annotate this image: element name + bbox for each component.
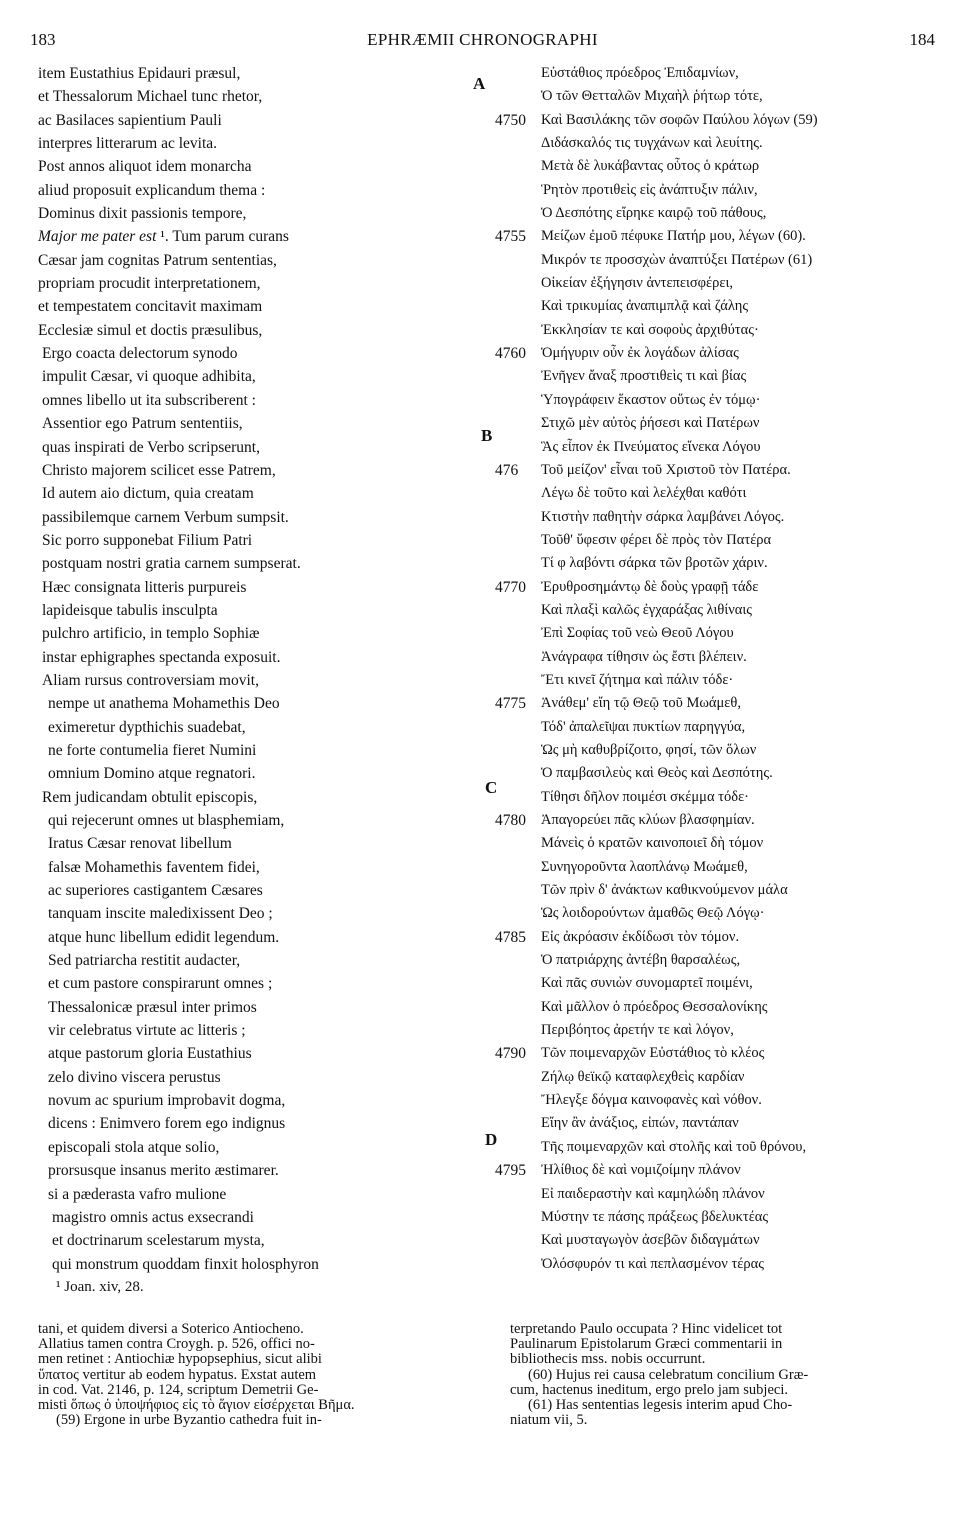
greek-verse: Κτιστὴν παθητὴν σάρκα λαμβάνει Λόγος. [541, 508, 785, 525]
latin-line: quas inspirati de Verbo scripserunt, [42, 438, 260, 456]
greek-line [487, 762, 937, 785]
latin-line: Hæc consignata litteris purpureis [42, 578, 247, 596]
greek-verse: Καὶ Βασιλάκης τῶν σοφῶν Παύλου λόγων (59) [541, 111, 818, 128]
greek-verse: Εἰς ἀκρόασιν ἐκδίδωσι τὸν τόμον. [541, 928, 740, 945]
greek-verse: Ὁ Δεσπότης εἴρηκε καιρῷ τοῦ πάθους, [541, 205, 767, 222]
greek-line [487, 972, 937, 995]
greek-line [487, 926, 937, 949]
latin-line: instar ephigraphes spectanda exposuit. [42, 648, 281, 666]
greek-verse: Τόδ' ἀπαλεῖψαι πυκτίων παρηγγύα, [541, 718, 746, 735]
line-number: 4750 [495, 111, 526, 129]
greek-line [487, 109, 937, 132]
note-line: niatum vii, 5. [510, 1412, 588, 1429]
notes-right-column [510, 1322, 942, 1428]
greek-verse: Ὀλόσφυρόν τι καὶ πεπλασμένον τέρας [541, 1255, 764, 1272]
note-line: cum, hactenus ineditum, ergo prelo jam subjeci. [510, 1381, 788, 1398]
latin-column [38, 62, 468, 1276]
latin-line: falsæ Mohamethis faventem fidei, [48, 858, 260, 876]
greek-line [487, 809, 937, 832]
greek-verse: Λέγω δὲ τοῦτο καὶ λελέχθαι καθότι [541, 485, 747, 502]
latin-line: Id autem aio dictum, quia creatam [42, 485, 254, 503]
greek-line [487, 1066, 937, 1089]
note-line: (61) Has sententias legesis interim apud Cho- [528, 1397, 793, 1414]
greek-verse: Καὶ πλαξὶ καλῶς ἐγχαράξας λιθίναις [541, 601, 753, 618]
latin-line: et doctrinarum scelestarum mysta, [52, 1232, 265, 1250]
greek-verse: Τῶν πρὶν δ' ἀνάκτων καθικνούμενον μάλα [541, 882, 788, 899]
greek-verse: Ἀνάθεμ' εἴη τῷ Θεῷ τοῦ Μωάμεθ, [541, 695, 741, 712]
greek-line [487, 272, 937, 295]
greek-line [487, 739, 937, 762]
greek-verse: Ἐκκλησίαν τε καὶ σοφοὺς ἀρχιθύτας· [541, 321, 759, 338]
note-line: (60) Hujus rei causa celebratum concilium Græ- [528, 1366, 809, 1383]
greek-verse: Ἠλίθιος δὲ καὶ νομιζοίμην πλάνον [541, 1162, 741, 1179]
greek-line [487, 529, 937, 552]
note-line: men retinet : Antiochiæ hypopsephius, sicut alibi [38, 1351, 322, 1368]
greek-line [487, 669, 937, 692]
greek-verse: Ῥητὸν προτιθεὶς εἰς ἀνάπτυξιν πάλιν, [541, 181, 758, 198]
greek-verse: Συνηγοροῦντα λαοπλάνῳ Μωάμεθ, [541, 858, 748, 875]
latin-line: omnium Domino atque regnatori. [48, 765, 256, 783]
note-line: bibliothecis mss. nobis occurrunt. [510, 1351, 706, 1368]
greek-line [487, 879, 937, 902]
greek-verse: Καὶ μᾶλλον ὁ πρόεδρος Θεσσαλονίκης [541, 998, 768, 1015]
latin-line: eximeretur dypthichis suadebat, [48, 718, 246, 736]
greek-verse: Μάνεὶς ὁ κρατῶν καινοποιεῖ δὴ τόμον [541, 835, 764, 852]
latin-line: aliud proposuit explicandum thema : [38, 181, 266, 199]
greek-verse: Ἀνάγραφα τίθησιν ὡς ἔστι βλέπειν. [541, 648, 747, 665]
greek-verse: Εἴην ἂν ἀνάξιος, εἰπών, παντάπαν [541, 1115, 739, 1132]
greek-line [487, 155, 937, 178]
latin-line: episcopali stola atque solio, [48, 1138, 220, 1156]
greek-line [487, 62, 937, 85]
greek-line [487, 1089, 937, 1112]
latin-line: Cæsar jam cognitas Patrum sententias, [38, 251, 277, 269]
greek-verse: Ὁ τῶν Θετταλῶν Μιχαὴλ ῥήτωρ τότε, [541, 88, 763, 105]
greek-line [487, 1159, 937, 1182]
greek-verse: Ὡς μὴ καθυβρίζοιτο, φησί, τῶν ὅλων [541, 741, 757, 758]
greek-line [487, 599, 937, 622]
greek-line [487, 1253, 937, 1276]
greek-line [487, 319, 937, 342]
greek-line [487, 622, 937, 645]
line-number: 4790 [495, 1045, 526, 1063]
margin-marker-c: C [485, 778, 498, 797]
latin-line: vir celebratus virtute ac litteris ; [48, 1022, 246, 1040]
latin-line: Sic porro supponebat Filium Patri [42, 531, 253, 549]
latin-line: Ergo coacta delectorum synodo [42, 345, 238, 363]
running-title: EPHRÆMII CHRONOGRAPHI [367, 30, 598, 49]
page-number-left: 183 [30, 30, 56, 49]
greek-line [487, 692, 937, 715]
greek-line [487, 225, 937, 248]
greek-line [487, 646, 937, 669]
note-line: in cod. Vat. 2146, p. 124, scriptum Demetrii Ge- [38, 1381, 319, 1398]
greek-line [487, 85, 937, 108]
greek-line [487, 342, 937, 365]
latin-line: si a pæderasta vafro mulione [48, 1185, 227, 1203]
latin-line: postquam nostri gratia carnem sumpserat. [42, 555, 301, 573]
greek-verse: Εἰ παιδεραστὴν καὶ καμηλώδη πλάνον [541, 1185, 765, 1202]
latin-line: Thessalonicæ præsul inter primos [48, 998, 257, 1016]
latin-line: qui monstrum quoddam finxit holosphyron [52, 1255, 319, 1273]
greek-line [487, 1136, 937, 1159]
margin-marker-b: B [481, 426, 493, 445]
line-number: 4785 [495, 928, 526, 946]
latin-line: Aliam rursus controversiam movit, [42, 671, 259, 689]
greek-verse: Διδάσκαλός τις τυγχάνων καὶ λευίτης. [541, 135, 763, 152]
greek-verse: Καὶ τρικυμίας ἀναπιμπλᾷ καὶ ζάλης [541, 298, 749, 315]
greek-verse: Τῆς ποιμεναρχῶν καὶ στολῆς καὶ τοῦ θρόνου, [541, 1138, 807, 1155]
latin-line: Dominus dixit passionis tempore, [38, 205, 247, 223]
greek-verse: Μείζων ἐμοῦ πέφυκε Πατήρ μου, λέγων (60). [541, 228, 806, 245]
note-line: Allatius tamen contra Croygh. p. 526, offici no- [38, 1336, 315, 1353]
line-number: 4770 [495, 578, 526, 596]
note-line: Paulinarum Epistolarum Græci commentarii in [510, 1336, 783, 1353]
latin-line: Rem judicandam obtulit episcopis, [42, 788, 258, 806]
greek-line [487, 436, 937, 459]
latin-line: impulit Cæsar, vi quoque adhibita, [42, 368, 256, 386]
greek-line [487, 132, 937, 155]
greek-verse: Ἐρυθροσημάντῳ δὲ δοὺς γραφῇ τάδε [541, 578, 759, 595]
greek-line [487, 506, 937, 529]
greek-verse: Ἀπαγορεύει πᾶς κλύων βλασφημίαν. [541, 812, 755, 828]
notes-left-column [38, 1322, 488, 1428]
footnote: ¹ Joan. xiv, 28. [56, 1279, 144, 1295]
greek-verse: Ὁ πατριάρχης ἀντέβη θαρσαλέως, [541, 952, 741, 969]
greek-verse: Τί φ λαβόντι σάρκα τῶν βροτῶν χάριν. [541, 555, 768, 572]
latin-line: magistro omnis actus exsecrandi [52, 1208, 254, 1226]
greek-verse: Μετὰ δὲ λυκάβαντας οὗτος ὁ κράτωρ [541, 158, 760, 175]
line-number: 4780 [495, 812, 526, 829]
greek-line [487, 295, 937, 318]
greek-verse: Μύστην τε πάσης πράξεως βδελυκτέας [541, 1208, 769, 1225]
greek-verse: Τῶν ποιμεναρχῶν Εὐστάθιος τὸ κλέος [541, 1045, 765, 1062]
greek-line [487, 389, 937, 412]
greek-verse: Ἐπὶ Σοφίας τοῦ νεὼ Θεοῦ Λόγου [541, 625, 734, 642]
greek-verse: Καὶ πᾶς συνιὼν συνομαρτεῖ ποιμένι, [541, 975, 753, 992]
latin-line: atque hunc libellum edidit legendum. [48, 928, 280, 946]
greek-line [487, 1042, 937, 1065]
latin-line: lapideisque tabulis insculpta [42, 601, 218, 619]
greek-line [487, 716, 937, 739]
greek-line [487, 786, 937, 809]
latin-line: ac superiores castigantem Cæsares [48, 882, 263, 900]
latin-line: ne forte contumelia fieret Numini [48, 741, 257, 759]
latin-line: qui rejecerunt omnes ut blasphemiam, [48, 812, 285, 829]
latin-line: pulchro artificio, in templo Sophiæ [42, 625, 260, 643]
greek-line [487, 1112, 937, 1135]
latin-line: et tempestatem concitavit maximam [38, 298, 263, 316]
note-line: misti ὅπως ὁ ὑποψήφιος εἰς τὸ ἅγιον εἰσέρχεται Βῆμα. [38, 1397, 355, 1414]
greek-verse: Τοῦθ' ὕφεσιν φέρει δὲ πρὸς τὸν Πατέρα [541, 531, 772, 548]
latin-line: Major me pater est ¹. Tum parum curans [38, 228, 289, 246]
latin-line: item Eustathius Epidauri præsul, [38, 65, 241, 82]
note-line: ὕπατος vertitur ab eodem hypatus. Exstat autem [38, 1366, 317, 1383]
line-number: 4795 [495, 1162, 526, 1180]
latin-line: propriam procudit interpretationem, [38, 275, 261, 293]
greek-verse: Τίθησι δῆλον ποιμέσι σκέμμα τόδε· [541, 788, 749, 805]
page-header [30, 30, 935, 54]
greek-line [487, 412, 937, 435]
latin-line: zelo divino viscera perustus [48, 1068, 221, 1086]
latin-line: Iratus Cæsar renovat libellum [48, 835, 232, 853]
greek-verse: Περιβόητος ἀρετήν τε καὶ λόγον, [541, 1022, 734, 1039]
latin-line: Sed patriarcha restitit audacter, [48, 952, 241, 970]
latin-line: Ecclesiæ simul et doctis præsulibus, [38, 321, 263, 339]
greek-verse: Ἤλεγξε δόγμα καινοφανὲς καὶ νόθον. [541, 1092, 762, 1109]
greek-line [487, 902, 937, 925]
greek-column [487, 62, 937, 1276]
greek-line [487, 552, 937, 575]
greek-line [487, 1183, 937, 1206]
greek-line [487, 949, 937, 972]
greek-line [487, 249, 937, 272]
latin-line: passibilemque carnem Verbum sumpsit. [42, 508, 289, 526]
latin-line: omnes libello ut ita subscriberent : [42, 391, 256, 409]
greek-verse: Ἐνῆγεν ἄναξ προστιθεὶς τι καὶ βίας [541, 368, 747, 385]
greek-line [487, 459, 937, 482]
greek-verse: Τοῦ μείζον' εἶναι τοῦ Χριστοῦ τὸν Πατέρα. [541, 461, 791, 478]
greek-line [487, 365, 937, 388]
greek-verse: Μικρόν τε προσσχὼν ἀναπτύξει Πατέρων (61) [541, 251, 813, 268]
line-number: 4775 [495, 695, 526, 713]
greek-verse: Ζήλῳ θεϊκῷ καταφλεχθεὶς καρδίαν [541, 1068, 745, 1085]
latin-line: novum ac spurium improbavit dogma, [48, 1092, 286, 1110]
latin-line: tanquam inscite maledixissent Deo ; [48, 905, 273, 923]
greek-verse: Ἃς εἶπον ἐκ Πνεύματος εἵνεκα Λόγου [541, 438, 761, 455]
greek-line [487, 1206, 937, 1229]
greek-line [487, 832, 937, 855]
margin-marker-a: A [473, 74, 486, 93]
latin-line: Christo majorem scilicet esse Patrem, [42, 461, 276, 479]
greek-verse: Ὁ παμβασιλεὺς καὶ Θεὸς καὶ Δεσπότης. [541, 765, 773, 782]
page-number-right: 184 [909, 30, 935, 49]
greek-line [487, 179, 937, 202]
greek-line [487, 1229, 937, 1252]
note-line: terpretando Paulo occupata ? Hinc videlicet tot [510, 1321, 783, 1337]
latin-line: et Thessalorum Michael tunc rhetor, [38, 88, 263, 106]
latin-line: ac Basilaces sapientium Pauli [38, 111, 222, 129]
line-number: 4760 [495, 345, 526, 363]
latin-line: interpres litterarum ac levita. [38, 135, 218, 153]
greek-verse: Ὁμήγυριν οὖν ἐκ λογάδων ἀλίσας [541, 345, 739, 362]
margin-marker-d: D [485, 1130, 498, 1149]
note-line: (59) Ergone in urbe Byzantio cathedra fuit in- [56, 1412, 322, 1429]
line-number: 476 [495, 461, 519, 479]
latin-line: et cum pastore conspirarunt omnes ; [48, 975, 273, 993]
latin-line: Assentior ego Patrum sententiis, [42, 415, 243, 433]
greek-verse: Ὡς λοιδορούντων ἀμαθῶς Θεῷ Λόγῳ· [541, 905, 765, 922]
greek-line [487, 1019, 937, 1042]
latin-line: Post annos aliquot idem monarcha [38, 158, 252, 176]
greek-line [487, 576, 937, 599]
greek-line [487, 856, 937, 879]
greek-line [487, 202, 937, 225]
latin-line: nempe ut anathema Mohamethis Deo [48, 695, 280, 713]
greek-verse: Στιχῶ μὲν αὐτὸς ῥήσεσι καὶ Πατέρων [541, 415, 760, 432]
latin-line: atque pastorum gloria Eustathius [48, 1045, 252, 1063]
greek-line [487, 482, 937, 505]
greek-verse: Ὑπογράφειν ἕκαστον οὕτως ἐν τόμῳ· [541, 391, 761, 408]
line-number: 4755 [495, 228, 526, 246]
greek-verse: Καὶ μυσταγωγὸν ἀσεβῶν διδαγμάτων [541, 1232, 760, 1249]
latin-line: prorsusque insanus merito æstimarer. [48, 1162, 279, 1180]
note-line: tani, et quidem diversi a Soterico Antiocheno. [38, 1321, 304, 1337]
greek-verse: Ἔτι κινεῖ ζήτημα καὶ πάλιν τόδε· [541, 671, 734, 688]
greek-verse: Οἰκείαν ἐξήγησιν ἀντεπεισφέρει, [541, 275, 733, 292]
latin-line: dicens : Enimvero forem ego indignus [48, 1115, 286, 1133]
greek-line [487, 996, 937, 1019]
greek-verse: Εὐστάθιος πρόεδρος Ἐπιδαμνίων, [541, 65, 739, 81]
